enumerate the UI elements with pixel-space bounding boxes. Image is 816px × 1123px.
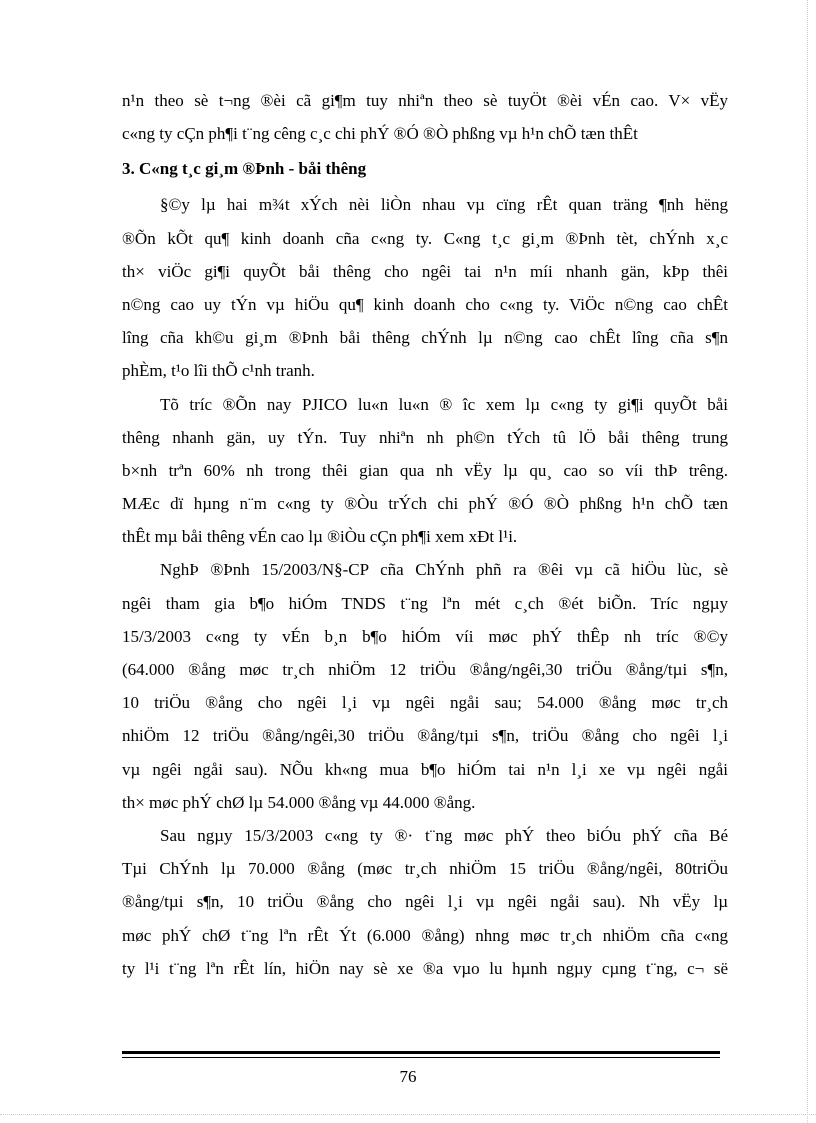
text-line: th× viÖc gi¶i quyÕt båi thêng cho ngêi tai n¹n míi nhanh gän, kÞp thêi <box>122 261 728 281</box>
text-line: MÆc dï hµng n¨m c«ng ty ®Òu trÝch chi phÝ ®Ó ®Ò phßng h¹n chÕ tæn <box>122 494 728 514</box>
body-text <box>122 84 728 985</box>
section-heading: 3. C«ng t¸c gi¸m ®Þnh - båi thêng <box>122 159 367 179</box>
text-line: thÊt mµ båi thêng vÉn cao lµ ®iÒu cÇn ph¶i xem xÐt l¹i. <box>122 527 518 547</box>
text-line: ty l¹i t¨ng lªn rÊt lín, hiÖn nay sè xe ®a vµo lu hµnh ngµy cµng t¨ng, c¬ së <box>122 958 728 978</box>
text-line: Tõ tríc ®Õn nay PJICO lu«n lu«n ® îc xem lµ c«ng ty gi¶i quyÕt båi <box>160 394 728 414</box>
text-line: c«ng ty cÇn ph¶i t¨ng cêng c¸c chi phÝ ®Ó ®Ò phßng vµ h¹n chÕ tæn thÊt <box>122 124 638 144</box>
text-line: n¹n theo sè t¬ng ®èi cã gi¶m tuy nhiªn theo sè tuyÖt ®èi vÉn cao. V× vËy <box>122 91 728 110</box>
text-line: møc phÝ chØ t¨ng lªn rÊt Ýt (6.000 ®ång) nhng møc tr¸ch nhiÖm cña c«ng <box>122 925 728 945</box>
text-line: ®ång/tµi s¶n, 10 triÖu ®ång cho ngêi l¸i vµ ngêi ngåi sau). Nh vËy lµ <box>122 892 728 912</box>
text-line: Tµi ChÝnh lµ 70.000 ®ång (møc tr¸ch nhiÖm 15 triÖu ®ång/ngêi, 80triÖu <box>122 859 728 879</box>
page-number: 76 <box>399 1067 417 1086</box>
text-line: vµ ngêi ngåi sau). NÕu kh«ng mua b¶o hiÓm tai n¹n l¸i xe vµ ngêi ngåi <box>122 759 728 779</box>
text-line: n©ng cao uy tÝn vµ hiÖu qu¶ kinh doanh cho c«ng ty. ViÖc n©ng cao chÊt <box>122 294 728 314</box>
paragraph-3 <box>122 553 728 819</box>
text-line: ®Õn kÕt qu¶ kinh doanh cña c«ng ty. C«ng t¸c gi¸m ®Þnh tèt, chÝnh x¸c <box>122 228 728 248</box>
footer-rule-thin <box>122 1057 720 1058</box>
text-line: nhiÖm 12 triÖu ®ång/ngêi,30 triÖu ®ång/tµi s¶n, triÖu ®ång cho ngêi l¸i <box>122 726 728 746</box>
text-line: ngêi tham gia b¶o hiÓm TNDS t¨ng lªn mét c¸ch ®ét biÕn. Tríc ngµy <box>122 593 728 613</box>
text-line: th× møc phÝ chØ lµ 54.000 ®ång vµ 44.000 ®ång. <box>122 792 476 812</box>
text-line: Sau ngµy 15/3/2003 c«ng ty ®· t¨ng møc phÝ theo biÓu phÝ cña Bé <box>160 825 728 845</box>
text-line: lîng cña kh©u gi¸m ®Þnh båi thêng chÝnh lµ n©ng cao chÊt lîng cña s¶n <box>122 328 728 348</box>
footer-rule-thick <box>122 1051 720 1054</box>
page-edge-bottom <box>0 1114 816 1115</box>
text-line: 15/3/2003 c«ng ty vÉn b¸n b¶o hiÓm víi møc phÝ thÊp nh tríc ®©y <box>122 626 728 646</box>
text-line: b×nh trªn 60% nh trong thêi gian qua nh vËy lµ qu¸ cao so víi thÞ trêng. <box>122 460 728 480</box>
text-line: thêng nhanh gän, uy tÝn. Tuy nhiªn nh ph©n tÝch tû lÖ båi thêng trung <box>122 427 728 447</box>
page-edge-right <box>807 0 808 1123</box>
paragraph-1 <box>122 188 728 387</box>
text-line: phÈm, t¹o lîi thÕ c¹nh tranh. <box>122 361 315 381</box>
paragraph-2 <box>122 388 728 554</box>
text-line: 10 triÖu ®ång cho ngêi l¸i vµ ngêi ngåi sau; 54.000 ®ång møc tr¸ch <box>122 693 728 713</box>
text-line: (64.000 ®ång møc tr¸ch nhiÖm 12 triÖu ®ång/ngêi,30 triÖu ®ång/tµi s¶n, <box>122 660 728 679</box>
paragraph-4 <box>122 819 728 985</box>
text-line: NghÞ ®Þnh 15/2003/N§-CP cña ChÝnh phñ ra ®êi vµ cã hiÖu lùc, sè <box>160 560 728 580</box>
text-line: §©y lµ hai m¾t xÝch nèi liÒn nhau vµ cïng rÊt quan träng ¶nh hëng <box>160 195 728 215</box>
